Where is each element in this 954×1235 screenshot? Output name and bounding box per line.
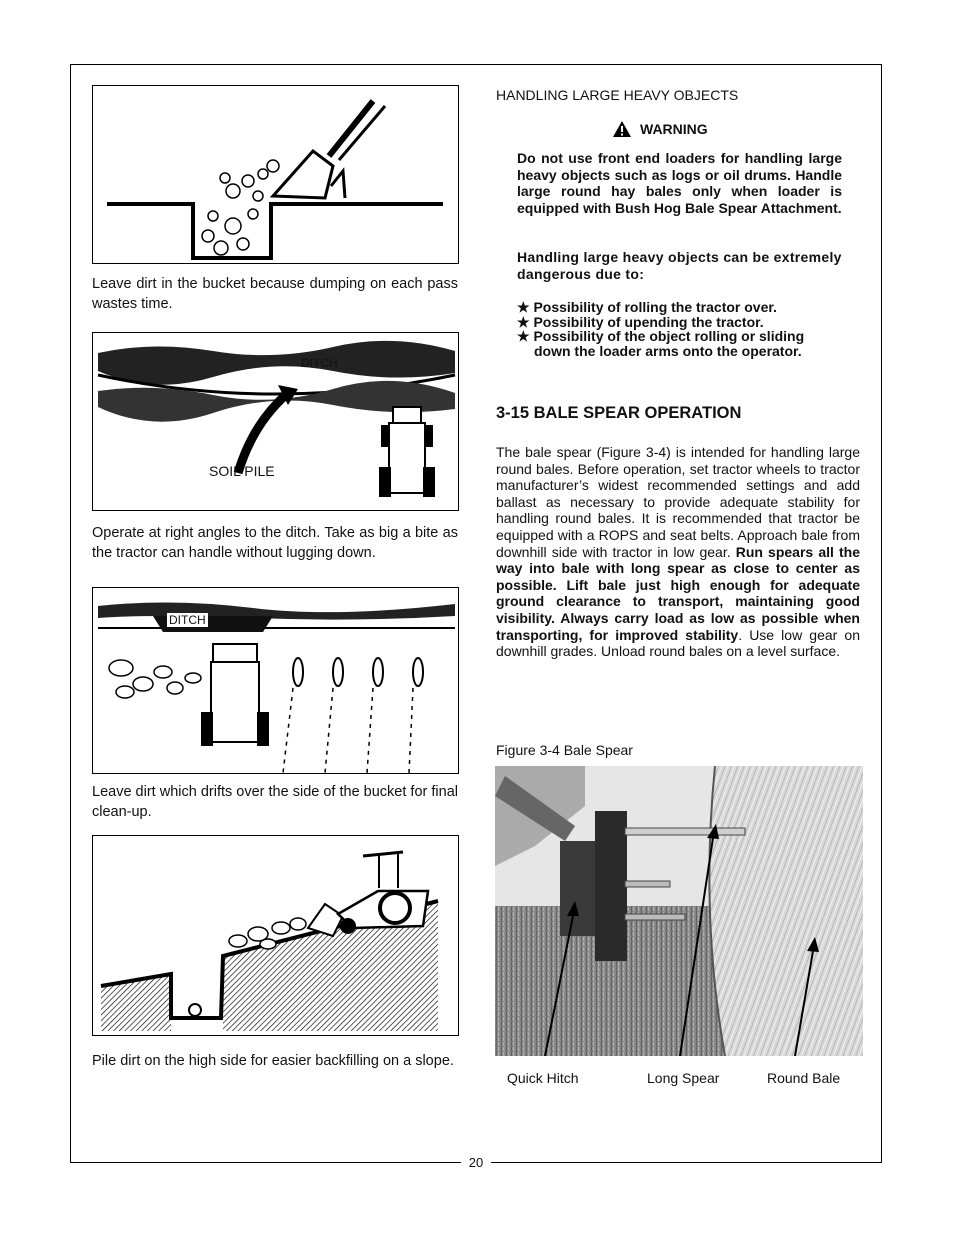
bullet-item-continuation: down the loader arms onto the operator. [534, 343, 802, 359]
bale-spear-photo-drawing [495, 766, 863, 1056]
figure-right-angle-ditch [92, 332, 459, 511]
quick-hitch-label: Quick Hitch [507, 1070, 579, 1086]
figure-drift-cleanup [92, 587, 459, 774]
warning-header [612, 120, 708, 138]
ditch-label: DITCH [169, 613, 206, 627]
long-spear-label: Long Spear [647, 1070, 720, 1086]
figure-4-caption: Pile dirt on the high side for easier backfilling on a slope. [92, 1053, 454, 1069]
section-heading-large-objects: HANDLING LARGE HEAVY OBJECTS [496, 87, 739, 103]
bullet-item: ★ Possibility of the object rolling or sliding [517, 328, 805, 344]
warning-title: WARNING [640, 121, 708, 137]
slope-backfill-illustration [93, 836, 459, 1036]
bale-spear-photo [495, 766, 863, 1056]
bullet-item: ★ Possibility of upending the tractor. [517, 314, 764, 330]
figure-3-caption: Leave dirt which drifts over the side of the bucket for final clean-up. [92, 784, 458, 820]
ditch-label: DITCH [301, 356, 338, 370]
drift-cleanup-illustration [93, 588, 459, 774]
warning-triangle-icon [612, 120, 632, 138]
figure-slope-backfill [92, 835, 459, 1036]
round-bale-label: Round Bale [767, 1070, 841, 1086]
figure-bucket-trench [92, 85, 459, 264]
section-title: 3-15 BALE SPEAR OPERATION [496, 404, 742, 422]
warning-text: Do not use front end loaders for handling large heavy objects such as logs or oil drums. Handle large round hay bales only when loader is equipped with Bush Hog Bale Spear Attachment. [517, 150, 842, 216]
figure-1-caption: Leave dirt in the bucket because dumping on each pass wastes time. [92, 276, 458, 312]
ditch-soil-pile-illustration [93, 333, 459, 511]
page-number: 20 [461, 1156, 491, 1170]
figure-3-4-caption: Figure 3-4 Bale Spear [496, 742, 633, 758]
figure-2-caption: Operate at right angles to the ditch. Take as big a bite as the tractor can handle without lugging down. [92, 525, 458, 561]
bullet-item: ★ Possibility of rolling the tractor over. [517, 299, 777, 315]
bucket-trench-illustration [93, 86, 459, 264]
danger-text: Handling large heavy objects can be extremely dangerous due to: [517, 249, 842, 282]
soil-pile-label: SOIL PILE [209, 463, 275, 479]
bale-spear-instructions: The bale spear (Figure 3-4) is intended for handling large round bales. Before operation, set tractor wheels to tractor manufacturer’s widest recommended settings and add ballast as necessary to provide adequate stability for handling round bales. It is recommended that tractor be equipped with a ROPS and seat belts. Approach bale from downhill side with tractor in low gear. Run spears all the way into bale with long spear as close to center as possible. Lift bale just high enough for adequate ground clearance to transport, maintaining good visibility. Always carry load as low as possible when transporting, for improved stability. Use low gear on downhill grades. Unload round bales on a level surface. [496, 444, 861, 660]
